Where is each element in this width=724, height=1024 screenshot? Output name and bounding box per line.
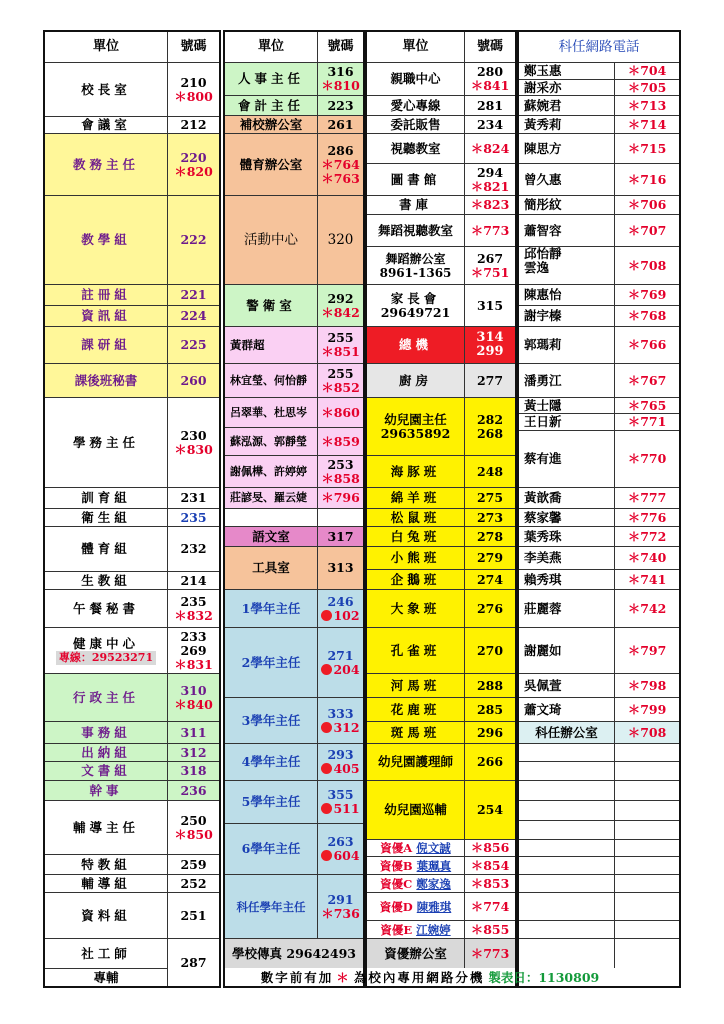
ext-language-room: 317 <box>318 526 363 546</box>
ext-health-section: 235 <box>168 508 219 526</box>
unit-staff-lu-du: 呂翠華、杜思岑 <box>225 397 318 427</box>
unit-night-school-office: 補校辦公室 <box>225 115 318 133</box>
teacher-name: 黃歆喬 <box>519 487 615 508</box>
unit-grade2-head: 2學年主任 <box>225 627 318 697</box>
empty-cell <box>615 839 679 856</box>
ext-documents: 318 <box>168 761 219 780</box>
unit-library: 圖書館 <box>367 163 465 195</box>
table-date: 製表日：1130809 <box>488 970 600 985</box>
ext-consignment: 234 <box>465 115 515 133</box>
star-icon: ＊ <box>336 970 351 985</box>
ext-kindergarten-nurse: 266 <box>465 743 515 780</box>
unit-language-room: 語文室 <box>225 526 318 546</box>
teacher-ext: ＊742 <box>615 589 679 627</box>
unit-counseling-director: 輔導主任 <box>45 800 168 854</box>
unit-academic-director: 教務主任 <box>45 133 168 195</box>
empty-cell <box>318 508 363 526</box>
ext-discipline: 231 <box>168 487 219 508</box>
empty-cell <box>615 780 679 800</box>
ext-rabbit-class: 278 <box>465 526 515 546</box>
ext-parents-association: 315 <box>465 284 515 326</box>
empty-cell <box>615 761 679 780</box>
unit-header-2: 單位 <box>225 32 318 62</box>
ext-staff-lu-du: ＊860 <box>318 397 363 427</box>
directory-column-1 <box>43 30 221 988</box>
ext-dolphin-class: 248 <box>465 455 515 487</box>
unit-rabbit-class: 白兔班 <box>367 526 465 546</box>
ext-personnel-director: 316 ＊810 <box>318 62 363 95</box>
unit-activity-center: 活動中心 <box>225 195 318 284</box>
teacher-name: 郭瑪莉 <box>519 326 615 363</box>
ext-penguin-class: 274 <box>465 569 515 589</box>
teacher-name: 邱怡靜 雲逸 <box>519 246 615 284</box>
unit-gifted-office: 資優辦公室 <box>367 938 465 968</box>
ext-registration: 221 <box>168 284 219 305</box>
teacher-name: 鄭玉惠 <box>519 62 615 79</box>
school-fax: 學校傳真 29642493 <box>225 938 363 968</box>
ext-squirrel-class: 273 <box>465 508 515 526</box>
teacher-ext: ＊705 <box>615 79 679 95</box>
teacher-ext: ＊706 <box>615 195 679 214</box>
ext-information: 224 <box>168 305 219 326</box>
teacher-ext: ＊776 <box>615 508 679 526</box>
ext-switchboard: 314 299 <box>465 326 515 363</box>
ext-gifted-a: ＊856 <box>465 839 515 856</box>
unit-pe-section: 體育組 <box>45 526 168 571</box>
network-phone-header: 科任網路電話 <box>558 39 640 55</box>
unit-grade5-head: 5學年主任 <box>225 780 318 823</box>
unit-dance-av-room: 舞蹈視聽教室 <box>367 214 465 246</box>
ext-accounting-director: 223 <box>318 95 363 115</box>
unit-documents: 文書組 <box>45 761 168 780</box>
unit-afterschool-secretary: 課後班秘書 <box>45 363 168 397</box>
teacher-name: 黃士隱 <box>519 397 615 413</box>
teacher-ext: ＊768 <box>615 305 679 326</box>
ext-grade6-head: 263 604 <box>318 823 363 874</box>
ext-sheep-class: 275 <box>465 487 515 508</box>
subject-teachers-office: 科任辦公室 <box>519 721 615 743</box>
red-dot-icon <box>321 850 332 861</box>
ext-counseling-director: 250 ＊850 <box>168 800 219 854</box>
ext-kindergarten-director: 282 268 <box>465 397 515 455</box>
teacher-ext: ＊707 <box>615 214 679 246</box>
teacher-name: 蘇婉君 <box>519 95 615 115</box>
ext-dance-office: 267 ＊751 <box>465 246 515 284</box>
ext-special-education: 259 <box>168 854 219 874</box>
directory-column-4 <box>517 30 681 988</box>
empty-cell <box>615 800 679 820</box>
ext-academic-director: 220 ＊820 <box>168 133 219 195</box>
number-header: 號碼 <box>180 39 207 54</box>
empty-cell <box>519 743 615 761</box>
unit-grade1-head: 1學年主任 <box>225 589 318 627</box>
teacher-ext: ＊714 <box>615 115 679 133</box>
teacher-name: 陳思方 <box>519 133 615 163</box>
teacher-ext: ＊798 <box>615 673 679 697</box>
footer-note: 數字前有加 ＊ 為校內專用網路分機 製表日：1130809 <box>260 970 600 985</box>
ext-library: 294 ＊821 <box>465 163 515 195</box>
unit-header-3: 單位 <box>367 32 465 62</box>
teacher-ext: ＊715 <box>615 133 679 163</box>
ext-curriculum: 225 <box>168 326 219 363</box>
ext-principal-office: 210 ＊800 <box>168 62 219 116</box>
unit-general-affairs: 事務組 <box>45 721 168 743</box>
ext-general-affairs: 311 <box>168 721 219 743</box>
ext-cashier: 312 <box>168 743 219 761</box>
unit-staff-zhuang-luo: 莊諺旻、羅云婕 <box>225 487 318 508</box>
unit-curriculum: 課研組 <box>45 326 168 363</box>
unit-principal-office: 校長室 <box>45 62 168 116</box>
unit-hippo-class: 河馬班 <box>367 673 465 697</box>
teacher-name: 李美燕 <box>519 546 615 569</box>
unit-tool-room: 工具室 <box>225 546 318 589</box>
ext-staff-su-guo: ＊859 <box>318 427 363 455</box>
unit-grade4-head: 4學年主任 <box>225 743 318 780</box>
unit-kindergarten-nurse: 幼兒園護理師 <box>367 743 465 780</box>
unit-health-section: 衛生組 <box>45 508 168 526</box>
unit-consignment: 委託販售 <box>367 115 465 133</box>
ext-parenting-center: 280 ＊841 <box>465 62 515 95</box>
unit-zebra-class: 斑馬班 <box>367 721 465 743</box>
teacher-name: 潘勇江 <box>519 363 615 397</box>
ext-staff-zhuang-luo: ＊796 <box>318 487 363 508</box>
unit-sheep-class: 綿羊班 <box>367 487 465 508</box>
ext-staff-huang: 255 ＊851 <box>318 326 363 363</box>
ext-health-center: 233 269 ＊831 <box>168 627 219 673</box>
directory-column-2 <box>223 30 365 988</box>
teacher-ext: ＊799 <box>615 697 679 721</box>
number-header-2: 號碼 <box>327 39 354 54</box>
unit-gifted-e: 資優E 江婉婷 <box>367 920 465 938</box>
empty-cell <box>519 920 615 938</box>
empty-cell <box>615 892 679 920</box>
ext-gifted-office: ＊773 <box>465 938 515 968</box>
teacher-name: 莊麗蓉 <box>519 589 615 627</box>
unit-dolphin-class: 海豚班 <box>367 455 465 487</box>
teacher-name: 謝麗如 <box>519 627 615 673</box>
unit-registration: 註冊組 <box>45 284 168 305</box>
unit-care-hotline: 愛心專線 <box>367 95 465 115</box>
ext-teaching-section: 222 <box>168 195 219 284</box>
ext-pe-section: 232 <box>168 526 219 571</box>
teacher-ext: ＊772 <box>615 526 679 546</box>
ext-grade1-head: 246 102 <box>318 589 363 627</box>
ext-grade3-head: 333 312 <box>318 697 363 743</box>
ext-staff-lin-he: 255 ＊852 <box>318 363 363 397</box>
teacher-name: 王日新 <box>519 413 615 430</box>
ext-kindergarten-itinerant: 254 <box>465 780 515 839</box>
ext-lunch-secretary: 235 ＊832 <box>168 589 219 627</box>
unit-accounting-director: 會計主任 <box>225 95 318 115</box>
teacher-ext: ＊797 <box>615 627 679 673</box>
directory-column-3 <box>365 30 517 988</box>
ext-grade2-head: 271 204 <box>318 627 363 697</box>
empty-cell <box>519 938 615 968</box>
ext-student-affairs: 230 ＊830 <box>168 397 219 487</box>
teacher-name: 吳佩萱 <box>519 673 615 697</box>
teacher-ext: ＊708 <box>615 246 679 284</box>
teacher-ext: ＊770 <box>615 430 679 487</box>
teacher-name: 蔡有進 <box>519 430 615 487</box>
unit-security-room: 警衛室 <box>225 284 318 326</box>
teacher-name: 葉秀珠 <box>519 526 615 546</box>
empty-cell <box>519 856 615 874</box>
red-dot-icon <box>321 763 332 774</box>
unit-header: 單位 <box>45 32 168 62</box>
teacher-name: 蕭智容 <box>519 214 615 246</box>
ext-peacock-class: 270 <box>465 627 515 673</box>
empty-cell <box>519 839 615 856</box>
ext-afterschool-secretary: 260 <box>168 363 219 397</box>
unit-life-education: 生教組 <box>45 571 168 589</box>
unit-teaching-section: 教學組 <box>45 195 168 284</box>
subject-teachers-office-ext: ＊708 <box>615 721 679 743</box>
ext-life-education: 214 <box>168 571 219 589</box>
unit-pe-office: 體育辦公室 <box>225 133 318 195</box>
unit-deer-class: 花鹿班 <box>367 697 465 721</box>
unit-peacock-class: 孔雀班 <box>367 627 465 673</box>
ext-admin-director: 310 ＊840 <box>168 673 219 721</box>
unit-parenting-center: 親職中心 <box>367 62 465 95</box>
ext-dance-av-room: ＊773 <box>465 214 515 246</box>
unit-elephant-class: 大象班 <box>367 589 465 627</box>
empty-cell <box>519 820 615 839</box>
empty-cell <box>519 874 615 892</box>
unit-dance-office: 舞蹈辦公室 8961-1365 <box>367 246 465 284</box>
unit-kindergarten-director: 幼兒園主任 29635892 <box>367 397 465 455</box>
empty-cell <box>615 938 679 968</box>
teacher-ext: ＊741 <box>615 569 679 589</box>
empty-cell <box>519 892 615 920</box>
empty-cell <box>519 800 615 820</box>
teacher-ext: ＊765 <box>615 397 679 413</box>
teacher-ext: ＊713 <box>615 95 679 115</box>
empty-cell <box>615 920 679 938</box>
teacher-name: 蔡家馨 <box>519 508 615 526</box>
unit-counseling-section: 輔導組 <box>45 874 168 892</box>
teacher-ext: ＊771 <box>615 413 679 430</box>
ext-gifted-d: ＊774 <box>465 892 515 920</box>
unit-kitchen: 廚房 <box>367 363 465 397</box>
health-center-hotline: 專線：29523271 <box>56 651 156 665</box>
ext-clerk: 236 <box>168 780 219 800</box>
unit-cashier: 出納組 <box>45 743 168 761</box>
unit-staff-su-guo: 蘇泓源、郭靜瑩 <box>225 427 318 455</box>
unit-parents-association: 家長會 29649721 <box>367 284 465 326</box>
teacher-ext: ＊769 <box>615 284 679 305</box>
teacher-name: 蕭文琦 <box>519 697 615 721</box>
ext-night-school-office: 261 <box>318 115 363 133</box>
number-header-3: 號碼 <box>476 39 503 54</box>
ext-social-worker: 287 <box>168 938 219 986</box>
empty-cell <box>615 856 679 874</box>
unit-kindergarten-itinerant: 幼兒園巡輔 <box>367 780 465 839</box>
unit-bear-class: 小熊班 <box>367 546 465 569</box>
unit-staff-lin-he: 林宜瑩、何怡靜 <box>225 363 318 397</box>
unit-gifted-a: 資優A 倪文誠 <box>367 839 465 856</box>
unit-admin-director: 行政主任 <box>45 673 168 721</box>
teacher-name: 黃秀莉 <box>519 115 615 133</box>
teacher-ext: ＊716 <box>615 163 679 195</box>
ext-grade5-head: 355 511 <box>318 780 363 823</box>
teacher-name: 謝宇榛 <box>519 305 615 326</box>
ext-grade4-head: 293 405 <box>318 743 363 780</box>
empty-cell <box>225 508 318 526</box>
teacher-ext: ＊767 <box>615 363 679 397</box>
unit-grade3-head: 3學年主任 <box>225 697 318 743</box>
red-dot-icon <box>321 664 332 675</box>
teacher-ext: ＊777 <box>615 487 679 508</box>
unit-student-affairs: 學務主任 <box>45 397 168 487</box>
ext-zebra-class: 296 <box>465 721 515 743</box>
unit-subject-grade-head: 科任學年主任 <box>225 874 318 938</box>
ext-care-hotline: 281 <box>465 95 515 115</box>
teacher-ext: ＊704 <box>615 62 679 79</box>
unit-social-worker: 社工師 <box>45 938 168 968</box>
red-dot-icon <box>321 722 332 733</box>
ext-book-storage: ＊823 <box>465 195 515 214</box>
unit-records-section: 資料組 <box>45 892 168 938</box>
unit-gifted-d: 資優D 陳雅琪 <box>367 892 465 920</box>
unit-penguin-class: 企鵝班 <box>367 569 465 589</box>
red-dot-icon <box>321 803 332 814</box>
unit-discipline: 訓育組 <box>45 487 168 508</box>
empty-cell <box>615 743 679 761</box>
unit-staff-xie-xu: 謝佩樺、許婷婷 <box>225 455 318 487</box>
ext-av-room: ＊824 <box>465 133 515 163</box>
empty-cell <box>615 874 679 892</box>
ext-staff-xie-xu: 253 ＊858 <box>318 455 363 487</box>
unit-counselor: 專輔 <box>45 968 168 986</box>
phone-directory-table <box>43 30 681 988</box>
ext-subject-grade-head: 291 ＊736 <box>318 874 363 938</box>
unit-av-room: 視聽教室 <box>367 133 465 163</box>
unit-meeting-room: 會議室 <box>45 116 168 133</box>
ext-records-section: 251 <box>168 892 219 938</box>
unit-special-education: 特教組 <box>45 854 168 874</box>
unit-switchboard: 總機 <box>367 326 465 363</box>
ext-hippo-class: 288 <box>465 673 515 697</box>
ext-bear-class: 279 <box>465 546 515 569</box>
ext-deer-class: 285 <box>465 697 515 721</box>
ext-tool-room: 313 <box>318 546 363 589</box>
teacher-ext: ＊766 <box>615 326 679 363</box>
ext-gifted-c: ＊853 <box>465 874 515 892</box>
unit-health-center: 健康中心 專線：29523271 <box>45 627 168 673</box>
red-dot-icon <box>321 610 332 621</box>
unit-information: 資訊組 <box>45 305 168 326</box>
ext-counseling-section: 252 <box>168 874 219 892</box>
unit-gifted-b: 資優B 葉珮真 <box>367 856 465 874</box>
ext-gifted-e: ＊855 <box>465 920 515 938</box>
teacher-name: 賴秀琪 <box>519 569 615 589</box>
unit-personnel-director: 人事主任 <box>225 62 318 95</box>
unit-gifted-c: 資優C 鄭家逸 <box>367 874 465 892</box>
unit-squirrel-class: 松鼠班 <box>367 508 465 526</box>
ext-activity-center: 320 <box>318 195 363 284</box>
unit-lunch-secretary: 午餐秘書 <box>45 589 168 627</box>
teacher-name: 謝采亦 <box>519 79 615 95</box>
ext-elephant-class: 276 <box>465 589 515 627</box>
unit-staff-huang: 黃群超 <box>225 326 318 363</box>
teacher-name: 簡彤紋 <box>519 195 615 214</box>
teacher-name: 曾久惠 <box>519 163 615 195</box>
unit-clerk: 幹事 <box>45 780 168 800</box>
ext-security-room: 292 ＊842 <box>318 284 363 326</box>
teacher-ext: ＊740 <box>615 546 679 569</box>
empty-cell <box>615 820 679 839</box>
unit-book-storage: 書庫 <box>367 195 465 214</box>
ext-gifted-b: ＊854 <box>465 856 515 874</box>
unit-grade6-head: 6學年主任 <box>225 823 318 874</box>
empty-cell <box>519 780 615 800</box>
empty-cell <box>519 761 615 780</box>
teacher-name: 陳惠怡 <box>519 284 615 305</box>
ext-pe-office: 286 ＊764 ＊763 <box>318 133 363 195</box>
ext-meeting-room: 212 <box>168 116 219 133</box>
ext-kitchen: 277 <box>465 363 515 397</box>
